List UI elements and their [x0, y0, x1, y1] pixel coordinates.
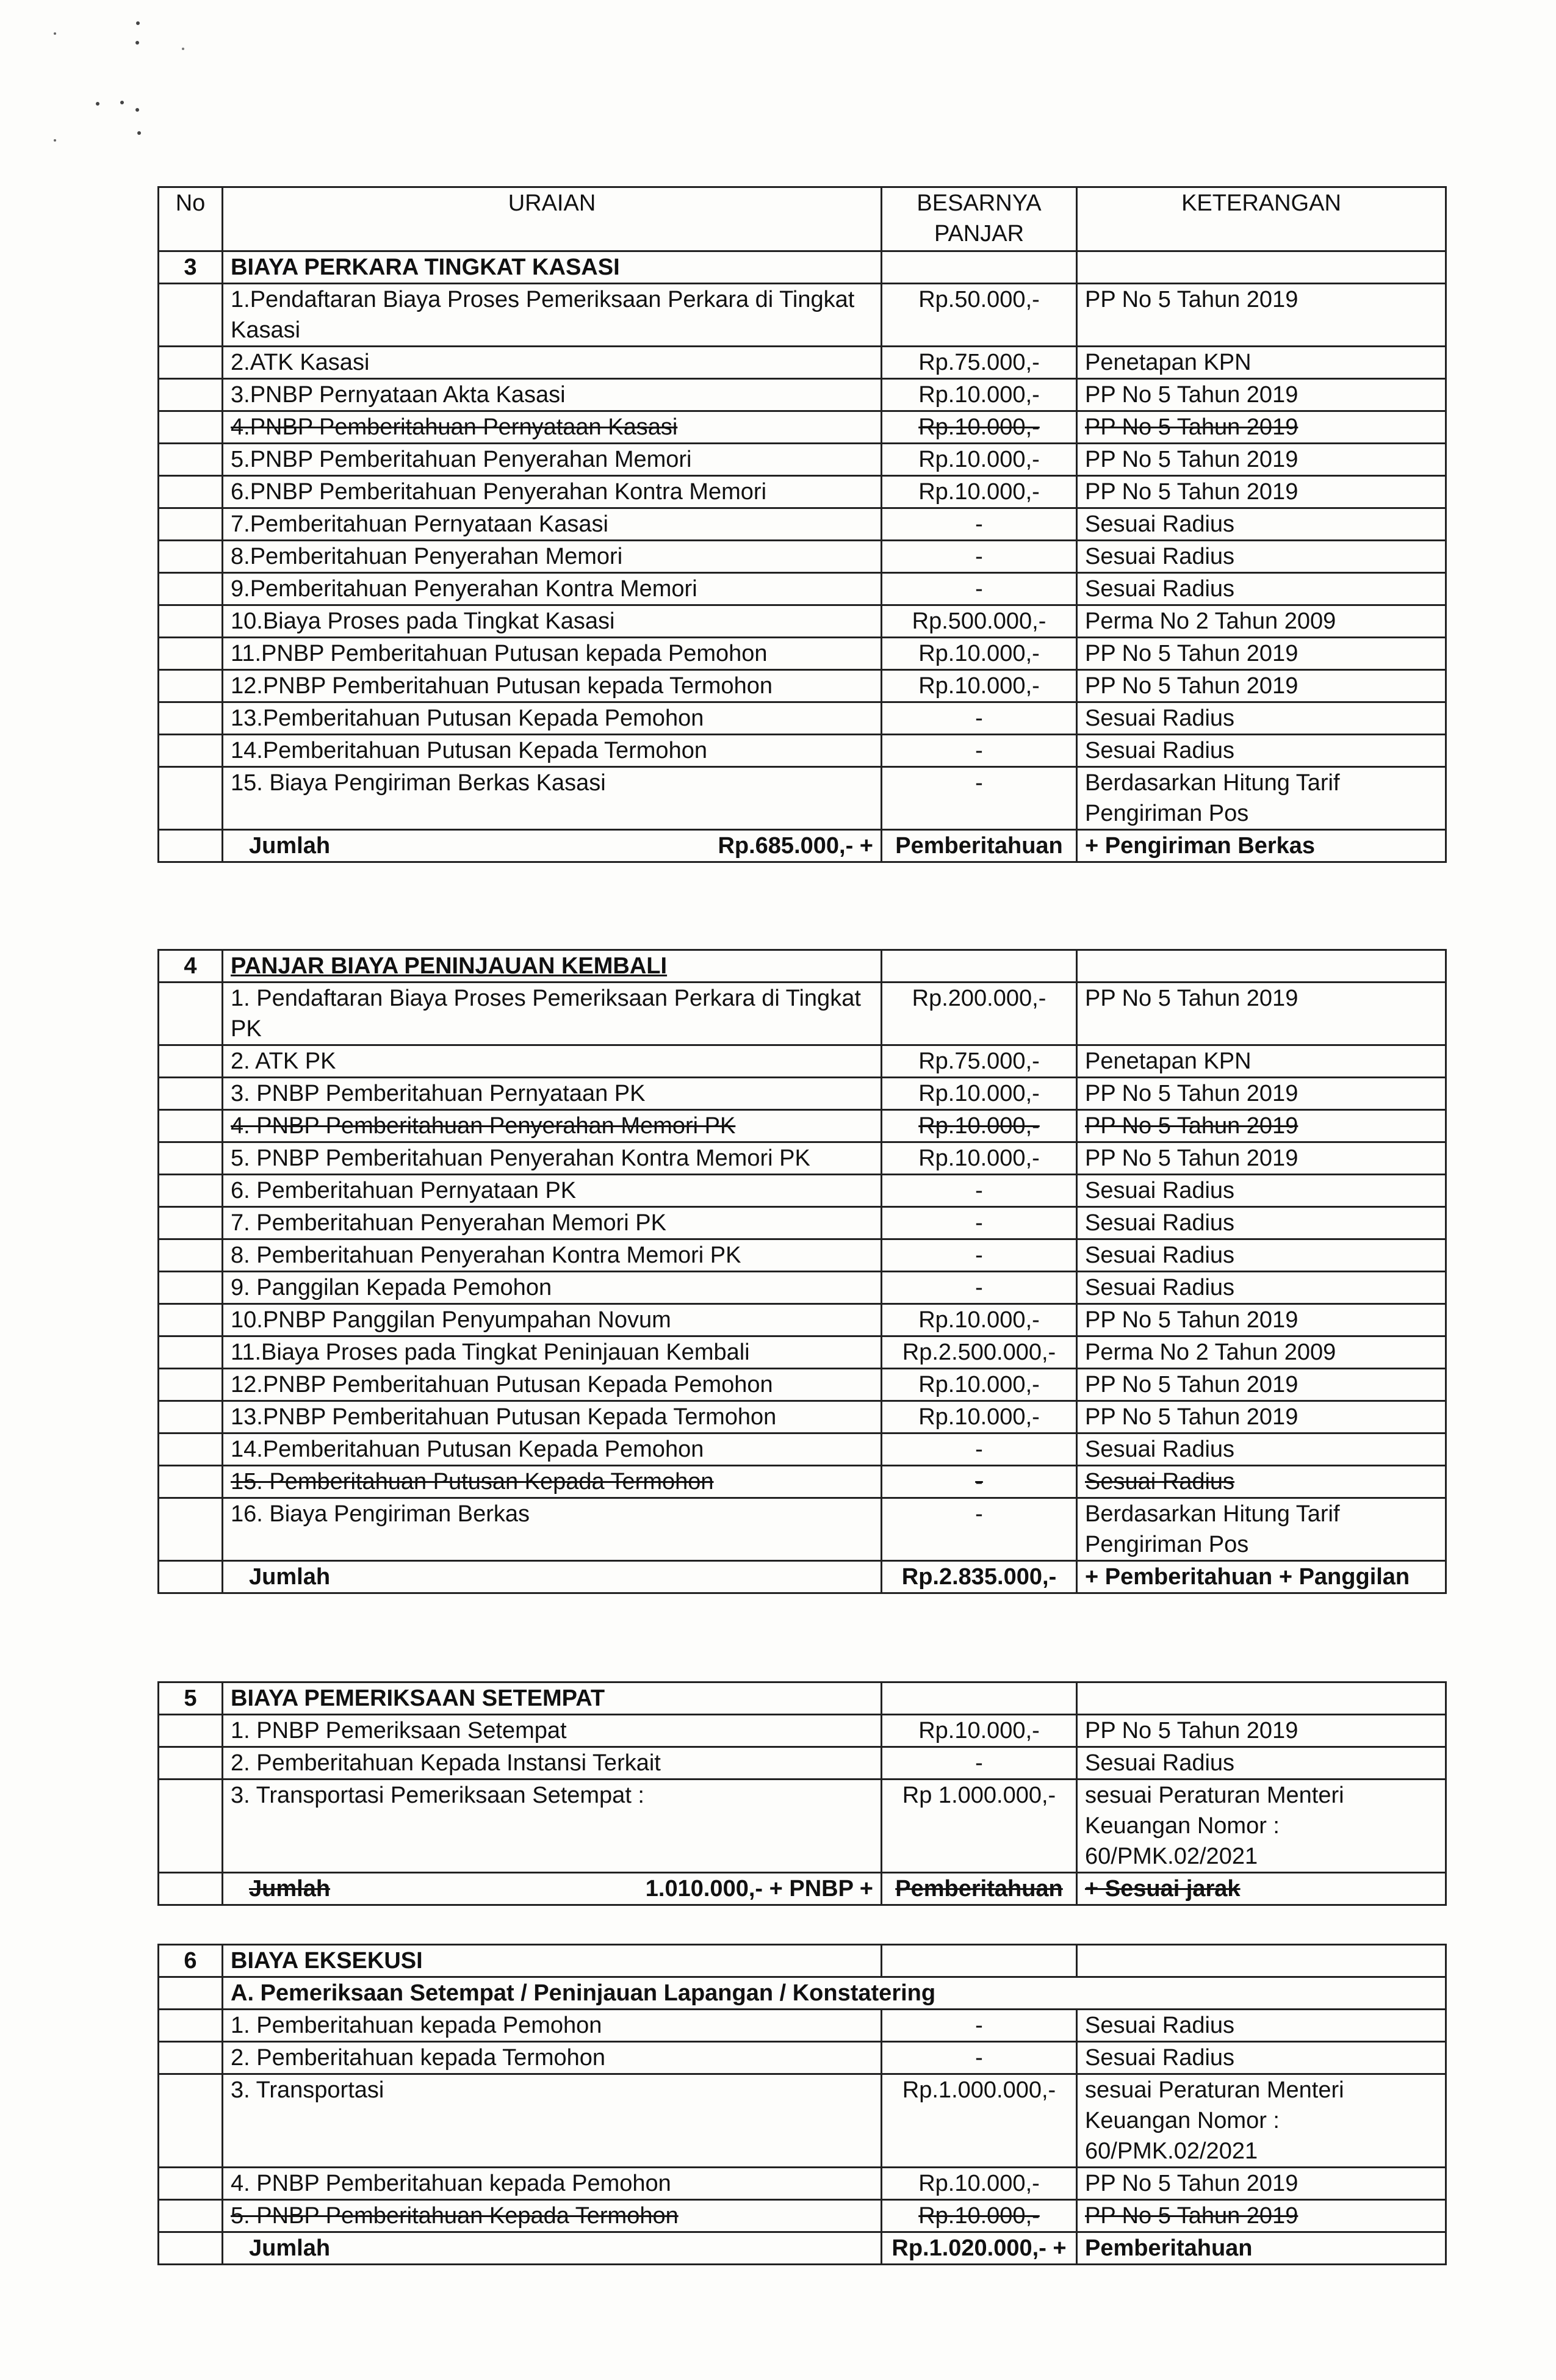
uraian-cell: 2. Pemberitahuan Kepada Instansi Terkait [223, 1747, 882, 1780]
empty-cell [159, 1433, 223, 1466]
empty-cell [159, 1466, 223, 1498]
jumlah-cell [223, 2232, 882, 2265]
table-row [159, 2200, 1446, 2232]
uraian-cell: 14.Pemberitahuan Putusan Kepada Termohon [223, 735, 882, 767]
table-row [159, 1142, 1446, 1175]
keterangan-cell: PP No 5 Tahun 2019 [1077, 2168, 1446, 2200]
keterangan-cell: sesuai Peraturan Menteri Keuangan Nomor : 60/PMK.02/2021 [1077, 1780, 1446, 1873]
empty-cell [159, 1175, 223, 1207]
jumlah-besarnya: Pemberitahuan [882, 1873, 1077, 1905]
keterangan-cell: Sesuai Radius [1077, 1466, 1446, 1498]
empty-cell [159, 1369, 223, 1401]
table-row [159, 1498, 1446, 1561]
empty-cell [159, 2168, 223, 2200]
empty-cell [159, 508, 223, 541]
empty-cell [882, 1945, 1077, 1977]
uraian-cell: 5. PNBP Pemberitahuan Penyerahan Kontra Memori PK [223, 1142, 882, 1175]
jumlah-label: Jumlah [249, 833, 331, 859]
jumlah-total: Rp.685.000,- + [718, 833, 873, 859]
keterangan-cell: PP No 5 Tahun 2019 [1077, 1078, 1446, 1110]
empty-cell [159, 444, 223, 476]
uraian-cell: 1. PNBP Pemeriksaan Setempat [223, 1715, 882, 1747]
besarnya-cell: Rp.10.000,- [882, 379, 1077, 411]
section-title-row [159, 1682, 1446, 1715]
besarnya-cell: - [882, 702, 1077, 735]
keterangan-cell: PP No 5 Tahun 2019 [1077, 1142, 1446, 1175]
jumlah-cell [223, 1873, 882, 1905]
uraian-cell: 4.PNBP Pemberitahuan Pernyataan Kasasi [223, 411, 882, 444]
keterangan-cell: Sesuai Radius [1077, 541, 1446, 573]
empty-cell [159, 1207, 223, 1239]
section-title: BIAYA PEMERIKSAAN SETEMPAT [223, 1682, 882, 1715]
uraian-cell: 6. Pemberitahuan Pernyataan PK [223, 1175, 882, 1207]
keterangan-cell: PP No 5 Tahun 2019 [1077, 1401, 1446, 1433]
keterangan-cell: Perma No 2 Tahun 2009 [1077, 605, 1446, 638]
empty-cell [1077, 1945, 1446, 1977]
table-row [159, 1239, 1446, 1272]
header-uraian: URAIAN [223, 187, 882, 251]
empty-cell [882, 251, 1077, 284]
section-number: 4 [159, 950, 223, 983]
table-row [159, 411, 1446, 444]
uraian-cell: 3. PNBP Pemberitahuan Pernyataan PK [223, 1078, 882, 1110]
jumlah-cell [223, 830, 882, 862]
uraian-cell: 16. Biaya Pengiriman Berkas [223, 1498, 882, 1561]
empty-cell [159, 638, 223, 670]
empty-cell [159, 2232, 223, 2265]
empty-cell [1077, 950, 1446, 983]
table-row [159, 347, 1446, 379]
uraian-cell: 3.PNBP Pernyataan Akta Kasasi [223, 379, 882, 411]
keterangan-cell: Sesuai Radius [1077, 1433, 1446, 1466]
table-row [159, 2074, 1446, 2168]
besarnya-cell: Rp.10.000,- [882, 1142, 1077, 1175]
besarnya-cell: Rp.10.000,- [882, 2168, 1077, 2200]
scan-specks [37, 12, 195, 153]
jumlah-besarnya: Rp.1.020.000,- + [882, 2232, 1077, 2265]
section-title: BIAYA PERKARA TINGKAT KASASI [223, 251, 882, 284]
uraian-cell: 13.Pemberitahuan Putusan Kepada Pemohon [223, 702, 882, 735]
table-row [159, 2042, 1446, 2074]
empty-cell [1077, 251, 1446, 284]
empty-cell [159, 767, 223, 830]
besarnya-cell: Rp.500.000,- [882, 605, 1077, 638]
besarnya-cell: Rp.10.000,- [882, 1304, 1077, 1336]
keterangan-cell: PP No 5 Tahun 2019 [1077, 1110, 1446, 1142]
table-row [159, 735, 1446, 767]
uraian-cell: 1. Pemberitahuan kepada Pemohon [223, 2010, 882, 2042]
empty-cell [159, 1498, 223, 1561]
besarnya-cell: Rp.75.000,- [882, 1045, 1077, 1078]
header-besarnya: BESARNYA PANJAR [882, 187, 1077, 251]
keterangan-cell: Sesuai Radius [1077, 1747, 1446, 1780]
section-table-pemeriksaan-setempat [157, 1681, 1447, 1906]
keterangan-cell: Sesuai Radius [1077, 735, 1446, 767]
table-row [159, 1715, 1446, 1747]
table-row [159, 1207, 1446, 1239]
keterangan-cell: Berdasarkan Hitung Tarif Pengiriman Pos [1077, 1498, 1446, 1561]
table-row [159, 541, 1446, 573]
keterangan-cell: Sesuai Radius [1077, 1272, 1446, 1304]
uraian-cell: 5.PNBP Pemberitahuan Penyerahan Memori [223, 444, 882, 476]
table-row [159, 1747, 1446, 1780]
jumlah-row [159, 2232, 1446, 2265]
uraian-cell: 8. Pemberitahuan Penyerahan Kontra Memori PK [223, 1239, 882, 1272]
besarnya-cell: Rp.10.000,- [882, 476, 1077, 508]
section-subtitle-row [159, 1977, 1446, 2010]
besarnya-cell: Rp.75.000,- [882, 347, 1077, 379]
besarnya-cell: Rp.10.000,- [882, 1110, 1077, 1142]
section-subtitle: A. Pemeriksaan Setempat / Peninjauan Lapangan / Konstatering [223, 1977, 1446, 2010]
empty-cell [159, 541, 223, 573]
empty-cell [159, 379, 223, 411]
jumlah-total: 1.010.000,- + PNBP + [645, 1876, 873, 1902]
keterangan-cell: PP No 5 Tahun 2019 [1077, 1715, 1446, 1747]
uraian-cell: 11.PNBP Pemberitahuan Putusan kepada Pemohon [223, 638, 882, 670]
table-row [159, 508, 1446, 541]
empty-cell [1077, 1682, 1446, 1715]
keterangan-cell: PP No 5 Tahun 2019 [1077, 444, 1446, 476]
keterangan-cell: Sesuai Radius [1077, 1239, 1446, 1272]
uraian-cell: 1. Pendaftaran Biaya Proses Pemeriksaan Perkara di Tingkat PK [223, 983, 882, 1045]
keterangan-cell: Sesuai Radius [1077, 2010, 1446, 2042]
jumlah-keterangan: + Pengiriman Berkas [1077, 830, 1446, 862]
table-row [159, 1780, 1446, 1873]
empty-cell [159, 1239, 223, 1272]
section-number: 6 [159, 1945, 223, 1977]
uraian-cell: 4. PNBP Pemberitahuan kepada Pemohon [223, 2168, 882, 2200]
keterangan-cell: Sesuai Radius [1077, 573, 1446, 605]
jumlah-besarnya: Pemberitahuan [882, 830, 1077, 862]
uraian-cell: 14.Pemberitahuan Putusan Kepada Pemohon [223, 1433, 882, 1466]
table-header-row [159, 187, 1446, 251]
jumlah-label: Jumlah [249, 1876, 331, 1902]
uraian-cell: 2. ATK PK [223, 1045, 882, 1078]
empty-cell [159, 983, 223, 1045]
besarnya-cell: Rp.10.000,- [882, 1715, 1077, 1747]
table-row [159, 476, 1446, 508]
table-row [159, 1466, 1446, 1498]
jumlah-keterangan: + Sesuai jarak [1077, 1873, 1446, 1905]
keterangan-cell: Sesuai Radius [1077, 2042, 1446, 2074]
besarnya-cell: - [882, 1466, 1077, 1498]
uraian-cell: 3. Transportasi Pemeriksaan Setempat : [223, 1780, 882, 1873]
empty-cell [159, 1561, 223, 1593]
section-title: PANJAR BIAYA PENINJAUAN KEMBALI [223, 950, 882, 983]
table-row [159, 605, 1446, 638]
table-row [159, 767, 1446, 830]
uraian-cell: 9.Pemberitahuan Penyerahan Kontra Memori [223, 573, 882, 605]
table-row [159, 2168, 1446, 2200]
jumlah-label: Jumlah [249, 2235, 331, 2261]
keterangan-cell: PP No 5 Tahun 2019 [1077, 638, 1446, 670]
uraian-cell: 15. Pemberitahuan Putusan Kepada Termohon [223, 1466, 882, 1498]
section-title-row [159, 251, 1446, 284]
besarnya-cell: - [882, 767, 1077, 830]
keterangan-cell: Sesuai Radius [1077, 702, 1446, 735]
besarnya-cell: Rp.200.000,- [882, 983, 1077, 1045]
empty-cell [159, 1336, 223, 1369]
keterangan-cell: Berdasarkan Hitung Tarif Pengiriman Pos [1077, 767, 1446, 830]
besarnya-cell: - [882, 1498, 1077, 1561]
section-title-row [159, 1945, 1446, 1977]
besarnya-cell: - [882, 2010, 1077, 2042]
empty-cell [159, 1045, 223, 1078]
besarnya-cell: Rp.10.000,- [882, 411, 1077, 444]
keterangan-cell: PP No 5 Tahun 2019 [1077, 284, 1446, 347]
table-row [159, 638, 1446, 670]
besarnya-cell: - [882, 735, 1077, 767]
header-keterangan: KETERANGAN [1077, 187, 1446, 251]
uraian-cell: 1.Pendaftaran Biaya Proses Pemeriksaan Perkara di Tingkat Kasasi [223, 284, 882, 347]
table-row [159, 1175, 1446, 1207]
keterangan-cell: PP No 5 Tahun 2019 [1077, 1304, 1446, 1336]
uraian-cell: 9. Panggilan Kepada Pemohon [223, 1272, 882, 1304]
empty-cell [159, 2074, 223, 2168]
besarnya-cell: Rp.10.000,- [882, 1401, 1077, 1433]
empty-cell [159, 1142, 223, 1175]
keterangan-cell: PP No 5 Tahun 2019 [1077, 411, 1446, 444]
keterangan-cell: Penetapan KPN [1077, 1045, 1446, 1078]
empty-cell [159, 605, 223, 638]
section-table-eksekusi [157, 1944, 1447, 2265]
besarnya-cell: Rp 1.000.000,- [882, 1780, 1077, 1873]
empty-cell [159, 1304, 223, 1336]
besarnya-cell: Rp.10.000,- [882, 444, 1077, 476]
besarnya-cell: - [882, 1175, 1077, 1207]
section-title: BIAYA EKSEKUSI [223, 1945, 882, 1977]
empty-cell [159, 411, 223, 444]
keterangan-cell: PP No 5 Tahun 2019 [1077, 670, 1446, 702]
besarnya-cell: - [882, 1747, 1077, 1780]
empty-cell [159, 1873, 223, 1905]
keterangan-cell: PP No 5 Tahun 2019 [1077, 2200, 1446, 2232]
jumlah-row [159, 1873, 1446, 1905]
empty-cell [159, 1715, 223, 1747]
table-row [159, 1304, 1446, 1336]
besarnya-cell: - [882, 1433, 1077, 1466]
table-row [159, 1078, 1446, 1110]
section-title-row [159, 950, 1446, 983]
empty-cell [159, 1110, 223, 1142]
keterangan-cell: PP No 5 Tahun 2019 [1077, 983, 1446, 1045]
empty-cell [159, 2010, 223, 2042]
table-row [159, 1045, 1446, 1078]
empty-cell [159, 2042, 223, 2074]
table-row [159, 573, 1446, 605]
empty-cell [159, 573, 223, 605]
table-row [159, 1336, 1446, 1369]
keterangan-cell: Sesuai Radius [1077, 508, 1446, 541]
table-row [159, 444, 1446, 476]
uraian-cell: 6.PNBP Pemberitahuan Penyerahan Kontra Memori [223, 476, 882, 508]
uraian-cell: 7.Pemberitahuan Pernyataan Kasasi [223, 508, 882, 541]
uraian-cell: 10.PNBP Panggilan Penyumpahan Novum [223, 1304, 882, 1336]
table-row [159, 983, 1446, 1045]
section-number: 5 [159, 1682, 223, 1715]
uraian-cell: 8.Pemberitahuan Penyerahan Memori [223, 541, 882, 573]
keterangan-cell: Sesuai Radius [1077, 1207, 1446, 1239]
uraian-cell: 12.PNBP Pemberitahuan Putusan kepada Termohon [223, 670, 882, 702]
empty-cell [882, 950, 1077, 983]
table-row [159, 1433, 1446, 1466]
empty-cell [159, 1780, 223, 1873]
keterangan-cell: Sesuai Radius [1077, 1175, 1446, 1207]
uraian-cell: 2. Pemberitahuan kepada Termohon [223, 2042, 882, 2074]
empty-cell [159, 830, 223, 862]
besarnya-cell: Rp.2.500.000,- [882, 1336, 1077, 1369]
uraian-cell: 10.Biaya Proses pada Tingkat Kasasi [223, 605, 882, 638]
besarnya-cell: - [882, 541, 1077, 573]
uraian-cell: 13.PNBP Pemberitahuan Putusan Kepada Termohon [223, 1401, 882, 1433]
empty-cell [882, 1682, 1077, 1715]
empty-cell [159, 1977, 223, 2010]
uraian-cell: 12.PNBP Pemberitahuan Putusan Kepada Pemohon [223, 1369, 882, 1401]
besarnya-cell: - [882, 508, 1077, 541]
jumlah-row [159, 830, 1446, 862]
jumlah-besarnya: Rp.2.835.000,- [882, 1561, 1077, 1593]
keterangan-cell: PP No 5 Tahun 2019 [1077, 1369, 1446, 1401]
jumlah-keterangan: + Pemberitahuan + Panggilan [1077, 1561, 1446, 1593]
table-row [159, 1272, 1446, 1304]
table-row [159, 284, 1446, 347]
besarnya-cell: - [882, 1239, 1077, 1272]
jumlah-cell [223, 1561, 882, 1593]
keterangan-cell: Penetapan KPN [1077, 347, 1446, 379]
empty-cell [159, 1078, 223, 1110]
empty-cell [159, 1401, 223, 1433]
besarnya-cell: Rp.50.000,- [882, 284, 1077, 347]
table-row [159, 670, 1446, 702]
table-row [159, 1369, 1446, 1401]
table-row [159, 379, 1446, 411]
empty-cell [159, 735, 223, 767]
table-row [159, 1110, 1446, 1142]
uraian-cell: 3. Transportasi [223, 2074, 882, 2168]
keterangan-cell: Perma No 2 Tahun 2009 [1077, 1336, 1446, 1369]
section-table-peninjauan-kembali [157, 949, 1447, 1594]
uraian-cell: 7. Pemberitahuan Penyerahan Memori PK [223, 1207, 882, 1239]
empty-cell [159, 670, 223, 702]
besarnya-cell: Rp.10.000,- [882, 1369, 1077, 1401]
empty-cell [159, 2200, 223, 2232]
empty-cell [159, 284, 223, 347]
besarnya-cell: - [882, 1207, 1077, 1239]
section-number: 3 [159, 251, 223, 284]
header-no: No [159, 187, 223, 251]
keterangan-cell: PP No 5 Tahun 2019 [1077, 476, 1446, 508]
besarnya-cell: - [882, 2042, 1077, 2074]
section-table-kasasi [157, 186, 1447, 863]
besarnya-cell: Rp.10.000,- [882, 670, 1077, 702]
besarnya-cell: Rp.1.000.000,- [882, 2074, 1077, 2168]
besarnya-cell: Rp.10.000,- [882, 1078, 1077, 1110]
uraian-cell: 2.ATK Kasasi [223, 347, 882, 379]
jumlah-row [159, 1561, 1446, 1593]
empty-cell [159, 347, 223, 379]
empty-cell [159, 1747, 223, 1780]
uraian-cell: 15. Biaya Pengiriman Berkas Kasasi [223, 767, 882, 830]
uraian-cell: 11.Biaya Proses pada Tingkat Peninjauan Kembali [223, 1336, 882, 1369]
besarnya-cell: - [882, 573, 1077, 605]
besarnya-cell: Rp.10.000,- [882, 2200, 1077, 2232]
uraian-cell: 4. PNBP Pemberitahuan Penyerahan Memori PK [223, 1110, 882, 1142]
jumlah-keterangan: Pemberitahuan [1077, 2232, 1446, 2265]
besarnya-cell: Rp.10.000,- [882, 638, 1077, 670]
besarnya-cell: - [882, 1272, 1077, 1304]
jumlah-label: Jumlah [249, 1564, 331, 1590]
empty-cell [159, 702, 223, 735]
keterangan-cell: sesuai Peraturan Menteri Keuangan Nomor : 60/PMK.02/2021 [1077, 2074, 1446, 2168]
table-row [159, 1401, 1446, 1433]
uraian-cell: 5. PNBP Pemberitahuan Kepada Termohon [223, 2200, 882, 2232]
table-row [159, 702, 1446, 735]
empty-cell [159, 1272, 223, 1304]
empty-cell [159, 476, 223, 508]
table-row [159, 2010, 1446, 2042]
keterangan-cell: PP No 5 Tahun 2019 [1077, 379, 1446, 411]
